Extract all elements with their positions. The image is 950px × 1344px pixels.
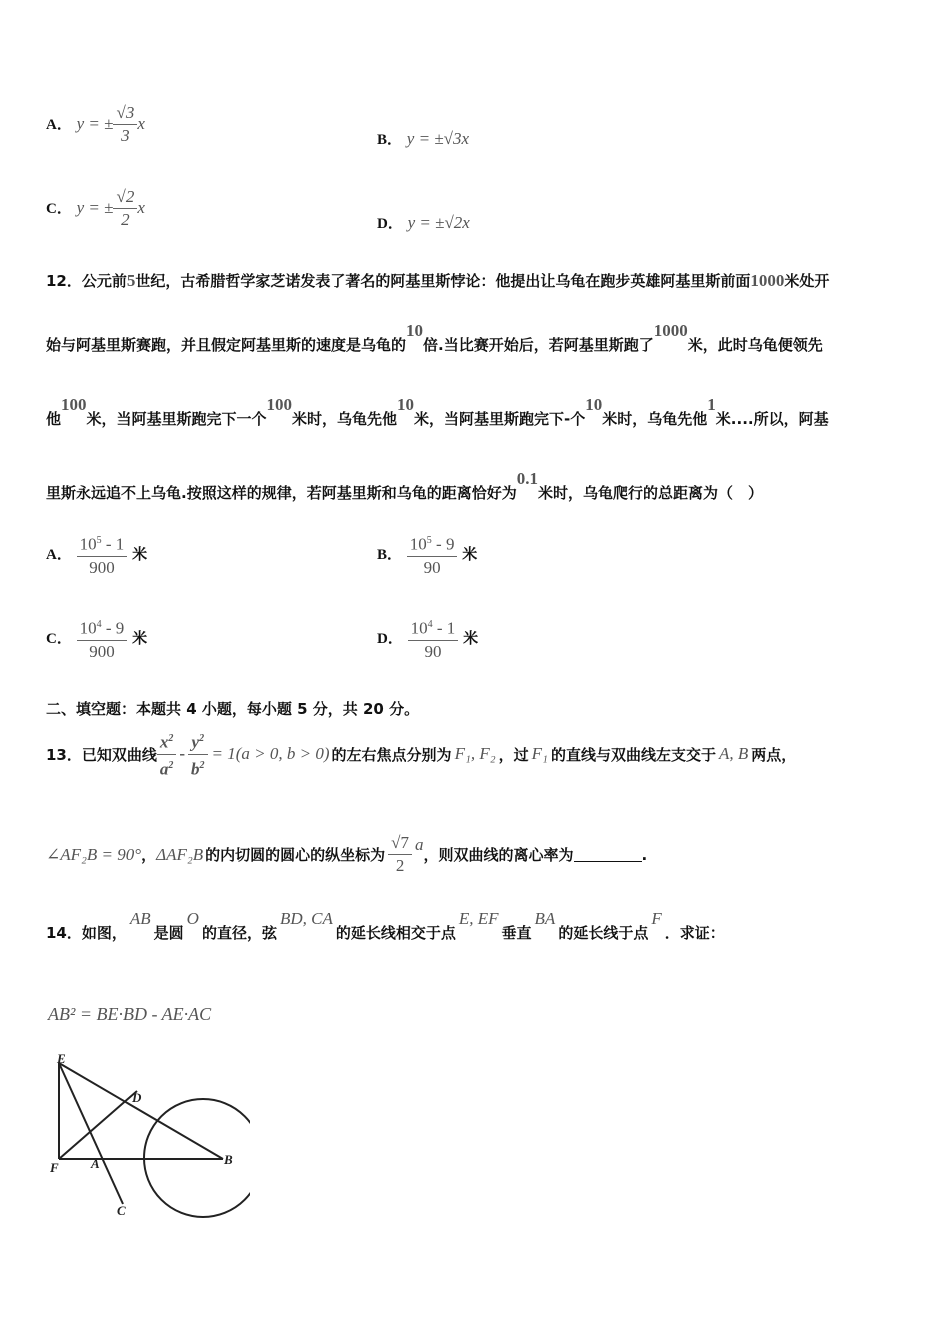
section-title: 二、填空题：本题共 4 小题，每小题 5 分，共 20 分。 bbox=[46, 700, 420, 718]
number: 100 bbox=[266, 395, 293, 414]
label-a: A bbox=[91, 1156, 100, 1171]
fraction-numerator bbox=[77, 530, 128, 556]
option-lhs: y = ± bbox=[76, 198, 114, 217]
q11-option-d bbox=[377, 212, 470, 233]
text: 的直径，弦 bbox=[201, 924, 277, 942]
number: 1 bbox=[707, 395, 716, 414]
fraction-y: $\frac{y^2}{b^2}$ bbox=[188, 728, 208, 780]
text: 是圆 bbox=[153, 924, 184, 942]
text: 12．公元前 bbox=[46, 272, 127, 290]
label-f: F bbox=[50, 1160, 59, 1175]
segment-ba: BA bbox=[534, 908, 556, 928]
text: ，过 bbox=[498, 745, 529, 764]
text: ．求证： bbox=[664, 924, 725, 942]
fraction bbox=[408, 614, 459, 663]
fraction-numerator: √3 bbox=[116, 103, 135, 122]
number: 100 bbox=[61, 395, 87, 414]
fraction bbox=[77, 614, 128, 663]
label-c: C bbox=[117, 1203, 126, 1218]
number: 10 bbox=[397, 395, 415, 414]
q14-proof-statement: AB² = BE·BD - AE·AC bbox=[48, 1004, 212, 1024]
q12-line-3 bbox=[46, 395, 829, 429]
option-lhs: y = ± bbox=[76, 114, 114, 133]
fraction bbox=[113, 102, 137, 147]
point-f: F bbox=[651, 908, 662, 928]
q14-line-1 bbox=[46, 908, 725, 943]
fraction-denominator: 2 bbox=[121, 210, 130, 229]
unit: 米 bbox=[462, 544, 478, 563]
option-label: B． bbox=[377, 132, 403, 148]
q11-option-b bbox=[377, 128, 469, 149]
angle: ∠AF₂B = 90° bbox=[46, 844, 142, 864]
number: 1000 bbox=[653, 321, 688, 340]
option-var: x bbox=[137, 198, 145, 217]
triangle: ΔAF₂B bbox=[156, 844, 204, 864]
text: 两点， bbox=[751, 745, 797, 764]
fraction bbox=[77, 530, 128, 579]
option-label: A． bbox=[46, 117, 72, 133]
number: 1000 bbox=[750, 271, 785, 290]
text: 的内切圆的圆心的纵坐标为 bbox=[205, 846, 386, 864]
option-var: x bbox=[137, 114, 145, 133]
fraction-numerator bbox=[408, 614, 459, 640]
option-label: D． bbox=[377, 216, 403, 232]
text: 13．已知双曲线 bbox=[46, 745, 157, 764]
label-d: D bbox=[132, 1090, 142, 1105]
text: 的直线与双曲线左支交于 bbox=[550, 745, 716, 764]
equation: = 1(a > 0, b > 0) bbox=[211, 744, 330, 764]
segment-ab: AB bbox=[129, 908, 151, 928]
points: A, B bbox=[718, 744, 749, 764]
exponent: 5 bbox=[96, 535, 102, 546]
option-label: A． bbox=[46, 546, 72, 563]
text: . bbox=[641, 845, 648, 864]
tail: - 9 bbox=[101, 618, 125, 638]
text: 米，当阿基里斯跑完下-个 bbox=[414, 410, 586, 428]
q12-option-b bbox=[377, 530, 477, 579]
q12-line-1 bbox=[46, 270, 829, 291]
number: 10 bbox=[406, 321, 424, 340]
text: 始与阿基里斯赛跑，并且假定阿基里斯的速度是乌龟的 bbox=[46, 336, 407, 354]
label-e: E bbox=[57, 1051, 66, 1066]
base: 10 bbox=[409, 534, 427, 554]
base: 10 bbox=[79, 618, 97, 638]
q12-option-c bbox=[46, 614, 147, 663]
text: 他 bbox=[46, 410, 62, 428]
text: ，则双曲线的离心率为 bbox=[423, 846, 574, 864]
text: 的延长线于点 bbox=[558, 924, 649, 942]
fraction-denominator: 90 bbox=[424, 641, 442, 661]
unit: 米 bbox=[132, 628, 148, 647]
foci: F₁, F₂ bbox=[454, 744, 496, 764]
text: 14．如图， bbox=[46, 924, 127, 942]
segment-eb bbox=[59, 1063, 223, 1159]
unit: 米 bbox=[463, 628, 479, 647]
option-expr: y = ±√2x bbox=[407, 213, 470, 232]
exponent: 5 bbox=[426, 535, 432, 546]
fraction bbox=[113, 186, 137, 231]
q12-line-4 bbox=[46, 469, 763, 503]
fraction bbox=[407, 530, 458, 579]
fraction bbox=[388, 832, 412, 877]
unit: 米 bbox=[132, 544, 148, 563]
text: 米....所以，阿基 bbox=[715, 410, 829, 428]
text: 垂直 bbox=[501, 924, 532, 942]
option-expr: y = ±√3x bbox=[406, 129, 470, 148]
geometry-figure bbox=[40, 1050, 250, 1225]
base: 10 bbox=[410, 618, 428, 638]
exponent: 4 bbox=[427, 619, 433, 630]
label-b: B bbox=[224, 1152, 233, 1167]
f1: F₁ bbox=[531, 744, 548, 764]
q11-option-c bbox=[46, 186, 145, 231]
fraction-numerator: √7 bbox=[391, 833, 409, 852]
fraction-numerator: √2 bbox=[116, 187, 135, 206]
fraction-numerator bbox=[77, 614, 128, 640]
text: 米时，乌龟先他 bbox=[292, 410, 398, 428]
exponent: 4 bbox=[96, 619, 102, 630]
q13-line-1: 13．已知双曲线 $\frac{x^2}{a^2}$ - $\frac{y^2}{b^2}$ = 1(a > 0, b > 0) 的左右焦点分别为 F₁, F₂ ，过 F₁ 的直线与双曲线左支交于 A, B 两点， bbox=[46, 728, 796, 780]
text: 的延长线相交于点 bbox=[335, 924, 456, 942]
number: 0.1 bbox=[516, 469, 538, 488]
text: 倍.当比赛开始后，若阿基里斯跑了 bbox=[423, 336, 654, 354]
tail: - 1 bbox=[101, 534, 125, 554]
text: 米时，乌龟先他 bbox=[602, 410, 708, 428]
tail: - 9 bbox=[431, 534, 455, 554]
text: 米时，乌龟爬行的总距离为（ ） bbox=[537, 484, 763, 502]
text: 的左右焦点分别为 bbox=[331, 745, 452, 764]
q12-line-2 bbox=[46, 321, 823, 355]
tail: - 1 bbox=[432, 618, 456, 638]
text: 米处开 bbox=[784, 272, 830, 290]
option-label: C． bbox=[46, 630, 72, 647]
option-label: C． bbox=[46, 201, 72, 217]
option-label: D． bbox=[377, 630, 403, 647]
q13-line-2 bbox=[46, 832, 647, 877]
answer-blank[interactable] bbox=[574, 847, 642, 862]
number: 5 bbox=[126, 271, 136, 290]
text: ， bbox=[141, 846, 157, 864]
var: a bbox=[415, 834, 424, 854]
fraction-denominator: 3 bbox=[121, 126, 130, 145]
number: 10 bbox=[585, 395, 603, 414]
text: 里斯永远追不上乌龟.按照这样的规律，若阿基里斯和乌龟的距离恰好为 bbox=[46, 484, 517, 502]
text: 世纪，古希腊哲学家芝诺发表了著名的阿基里斯悖论：他提出让乌龟在跑步英雄阿基里斯前面 bbox=[135, 272, 751, 290]
q12-option-d bbox=[377, 614, 478, 663]
fraction-denominator: 900 bbox=[89, 641, 115, 661]
option-label: B． bbox=[377, 546, 403, 563]
fraction-denominator: 900 bbox=[89, 557, 115, 577]
q12-option-a bbox=[46, 530, 147, 579]
fraction-x: $\frac{x^2}{a^2}$ bbox=[157, 728, 177, 780]
text: 米，此时乌龟便领先 bbox=[687, 336, 823, 354]
text: 米，当阿基里斯跑完下一个 bbox=[86, 410, 267, 428]
segment-ec bbox=[59, 1063, 123, 1204]
points-e-ef: E, EF bbox=[458, 908, 499, 928]
q11-option-a bbox=[46, 102, 145, 147]
fraction-numerator bbox=[407, 530, 458, 556]
fraction-denominator: 2 bbox=[395, 856, 405, 875]
fraction-denominator: 90 bbox=[423, 557, 441, 577]
point-o: O bbox=[186, 908, 199, 928]
chords: BD, CA bbox=[279, 908, 333, 928]
base: 10 bbox=[79, 534, 97, 554]
